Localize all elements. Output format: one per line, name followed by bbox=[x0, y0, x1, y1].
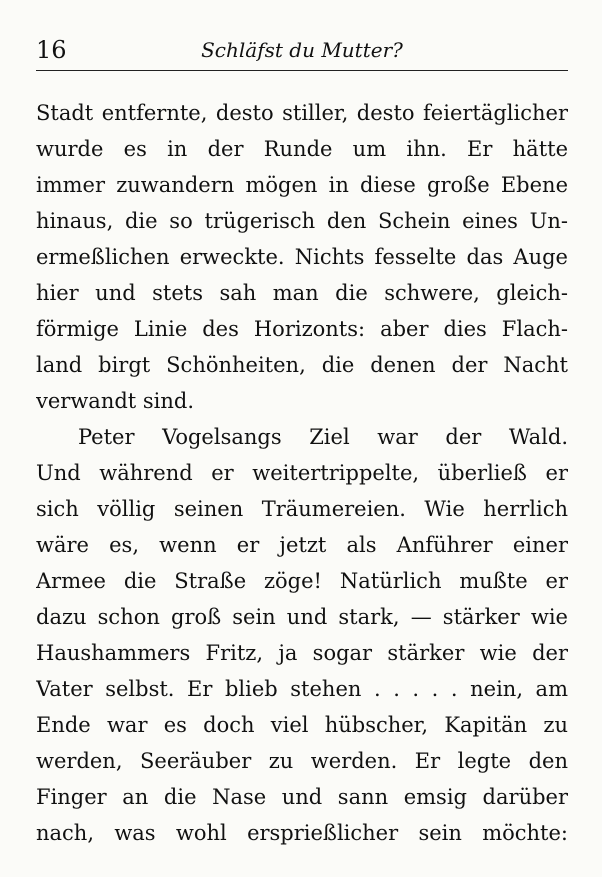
text-line: immer zuwandern mögen in diese große Ebene bbox=[36, 173, 568, 197]
text-line: Finger an die Nase und sann emsig darüber bbox=[36, 785, 568, 809]
text-line: sich völlig seinen Träumereien. Wie herrlich bbox=[36, 497, 568, 521]
text-line: land birgt Schönheiten, die denen der Nacht bbox=[36, 353, 568, 377]
text-line: dazu schon groß sein und stark, — stärker wie bbox=[36, 605, 568, 629]
text-line: hinaus, die so trügerisch den Schein eines Un- bbox=[36, 209, 568, 233]
text-line: Peter Vogelsangs Ziel war der Wald. bbox=[78, 425, 568, 449]
text-line: werden, Seeräuber zu werden. Er legte den bbox=[36, 749, 568, 773]
body-text bbox=[36, 95, 568, 851]
page-number: 16 bbox=[36, 36, 67, 64]
text-line: wurde es in der Runde um ihn. Er hätte bbox=[36, 137, 568, 161]
text-line: förmige Linie des Horizonts: aber dies Flach- bbox=[36, 317, 568, 341]
text-line: nach, was wohl ersprießlicher sein möchte: bbox=[36, 821, 568, 845]
text-line: wäre es, wenn er jetzt als Anführer einer bbox=[36, 533, 568, 557]
text-line: Stadt entfernte, desto stiller, desto feiertäglicher bbox=[36, 101, 568, 125]
page-header bbox=[36, 30, 568, 71]
text-line: Und während er weitertrippelte, überließ er bbox=[36, 461, 568, 485]
text-line: verwandt sind. bbox=[36, 389, 195, 413]
text-line: Armee die Straße zöge! Natürlich mußte er bbox=[36, 569, 568, 593]
text-line: hier und stets sah man die schwere, gleich- bbox=[36, 281, 568, 305]
text-line: ermeßlichen erweckte. Nichts fesselte das Auge bbox=[36, 245, 568, 269]
text-line: Ende war es doch viel hübscher, Kapitän zu bbox=[36, 713, 568, 737]
text-line: Haushammers Fritz, ja sogar stärker wie der bbox=[36, 641, 568, 665]
running-title: Schläfst du Mutter? bbox=[201, 38, 403, 62]
text-line: Vater selbst. Er blieb stehen . . . . . nein, am bbox=[36, 677, 568, 701]
